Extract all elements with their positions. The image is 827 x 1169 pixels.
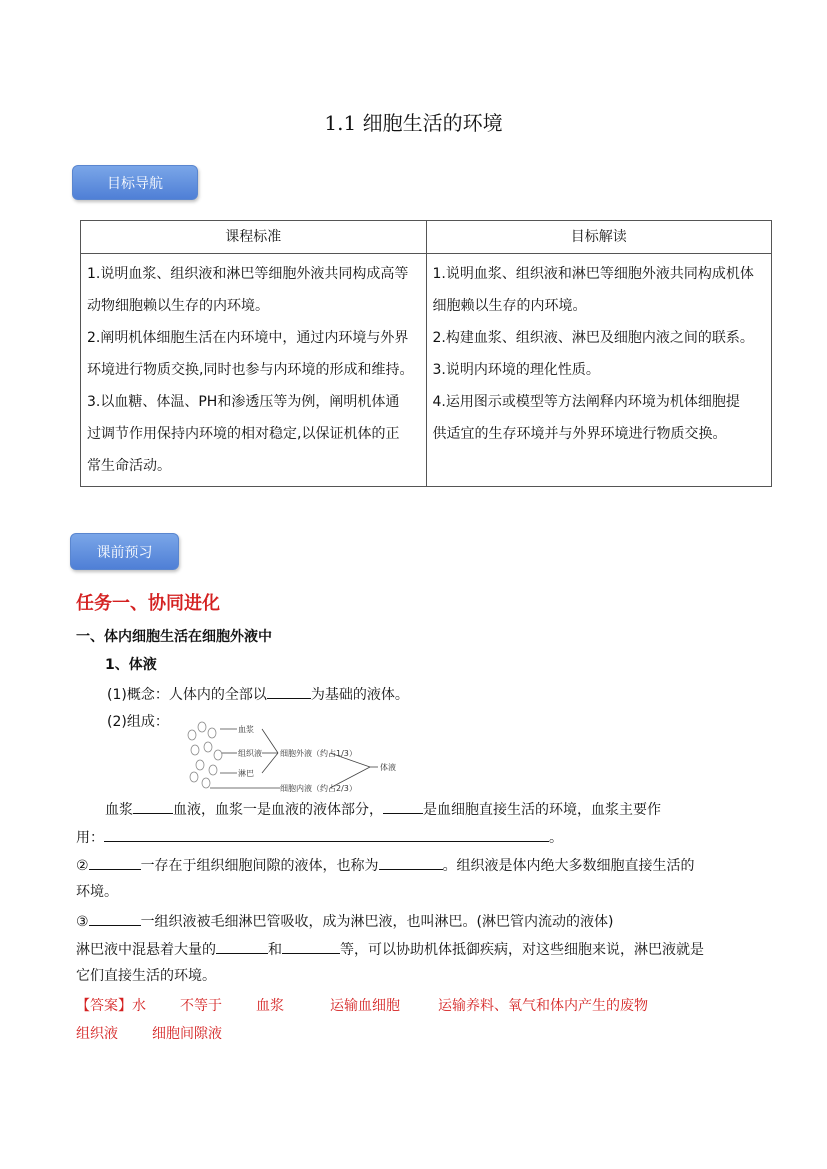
text: (1)概念：人体内的全部以 — [107, 687, 267, 703]
cell-line: 过调节作用保持内环境的相对稳定,以保证机体的正 — [87, 426, 400, 442]
plasma-function-line — [76, 826, 563, 848]
preview-button[interactable]: 课前预习 — [70, 533, 179, 570]
blank[interactable] — [383, 798, 423, 814]
text: 用： — [76, 830, 104, 846]
answer-line — [76, 996, 682, 1016]
diagram-label-tissue-fluid: 组织液 — [238, 749, 262, 758]
cell-line: 2.构建血浆、组织液、淋巴及细胞内液之间的联系。 — [432, 330, 754, 346]
text: 和 — [268, 942, 282, 958]
cell-line: 供适宜的生存环境并与外界环境进行物质交换。 — [432, 426, 727, 442]
text: 血浆 — [105, 802, 133, 818]
answer: 不等于 — [180, 998, 222, 1014]
text-line: 环境。 — [76, 884, 118, 900]
table-cell — [81, 254, 427, 487]
cell-line: 4.运用图示或模型等方法阐释内环境为机体细胞提 — [432, 394, 740, 410]
text: 淋巴液中混悬着大量的 — [76, 942, 216, 958]
answer: 组织液 — [76, 1026, 118, 1042]
diagram-label-icf: 细胞内液（约占2/3） — [280, 784, 357, 793]
blank[interactable] — [133, 798, 173, 814]
table-cell — [426, 254, 772, 487]
text: 一存在于组织细胞间隙的液体，也称为 — [140, 858, 379, 874]
text: ③ — [76, 914, 89, 930]
text-line: 它们直接生活的环境。 — [76, 968, 216, 984]
objectives-table — [80, 220, 772, 487]
blank[interactable] — [89, 910, 141, 926]
text: 。组织液是体内绝大多数细胞直接生活的 — [442, 858, 695, 874]
blank[interactable] — [379, 854, 443, 870]
blank[interactable] — [216, 938, 268, 954]
concept-line — [107, 683, 409, 705]
diagram-label-plasma: 血浆 — [238, 725, 254, 734]
task-heading: 任务一、协同进化 — [76, 593, 220, 614]
answer: 细胞间隙液 — [152, 1026, 222, 1042]
text: ② — [76, 858, 89, 874]
cell-line: 3.以血糖、体温、PH和渗透压等为例，阐明机体通 — [87, 394, 400, 410]
cell-line: 常生命活动。 — [87, 458, 171, 474]
text: 一组织液被毛细淋巴管吸收，成为淋巴液，也叫淋巴。(淋巴管内流动的液体) — [140, 914, 614, 930]
blank[interactable] — [267, 683, 311, 699]
text: 。 — [549, 830, 563, 846]
text: 为基础的液体。 — [310, 687, 409, 703]
nav-button[interactable]: 目标导航 — [72, 165, 198, 200]
cell-line: 动物细胞赖以生存的内环境。 — [87, 298, 269, 314]
tissue-fluid-paragraph — [76, 854, 695, 876]
blank[interactable] — [104, 826, 549, 842]
lymph-paragraph — [76, 910, 613, 932]
table-header: 课程标准 — [81, 221, 427, 254]
subsection-heading: 1、体液 — [105, 657, 157, 673]
section-heading: 一、体内细胞生活在细胞外液中 — [76, 629, 272, 645]
diagram-label-lymph: 淋巴 — [238, 769, 254, 778]
cell-line: 1.说明血浆、组织液和淋巴等细胞外液共同构成高等 — [87, 266, 409, 282]
answer: 运输养料、氧气和体内产生的废物 — [438, 998, 648, 1014]
cell-line: 细胞赖以生存的内环境。 — [432, 298, 587, 314]
cell-line: 环境进行物质交换,同时也参与内环境的形成和维持。 — [87, 362, 414, 378]
table-header: 目标解读 — [426, 221, 772, 254]
answer-label: 【答案】 — [76, 998, 132, 1014]
diagram-label-ecf: 细胞外液（约占1/3） — [280, 749, 357, 758]
page-title: 1.1 细胞生活的环境 — [324, 111, 503, 135]
answer: 血浆 — [256, 998, 284, 1014]
text: 是血细胞直接生活的环境，血浆主要作 — [423, 802, 661, 818]
lymph-cells-paragraph — [76, 938, 704, 960]
plasma-paragraph — [105, 798, 661, 820]
diagram-label-body-fluid: 体液 — [380, 763, 396, 772]
text: 血液，血浆一是血液的液体部分， — [173, 802, 383, 818]
blank[interactable] — [89, 854, 141, 870]
body-fluid-diagram — [180, 715, 430, 800]
cell-line: 1.说明血浆、组织液和淋巴等细胞外液共同构成机体 — [432, 266, 754, 282]
answer: 水 — [132, 998, 146, 1014]
cell-line: 2.阐明机体细胞生活在内环境中，通过内环境与外界 — [87, 330, 409, 346]
answer: 运输血细胞 — [330, 998, 400, 1014]
text: 等，可以协助机体抵御疾病，对这些细胞来说，淋巴液就是 — [340, 942, 704, 958]
composition-label: (2)组成： — [107, 714, 169, 730]
cells-illustration — [188, 722, 222, 788]
cell-line: 3.说明内环境的理化性质。 — [432, 362, 600, 378]
blank[interactable] — [282, 938, 340, 954]
answer-line — [76, 1024, 256, 1044]
